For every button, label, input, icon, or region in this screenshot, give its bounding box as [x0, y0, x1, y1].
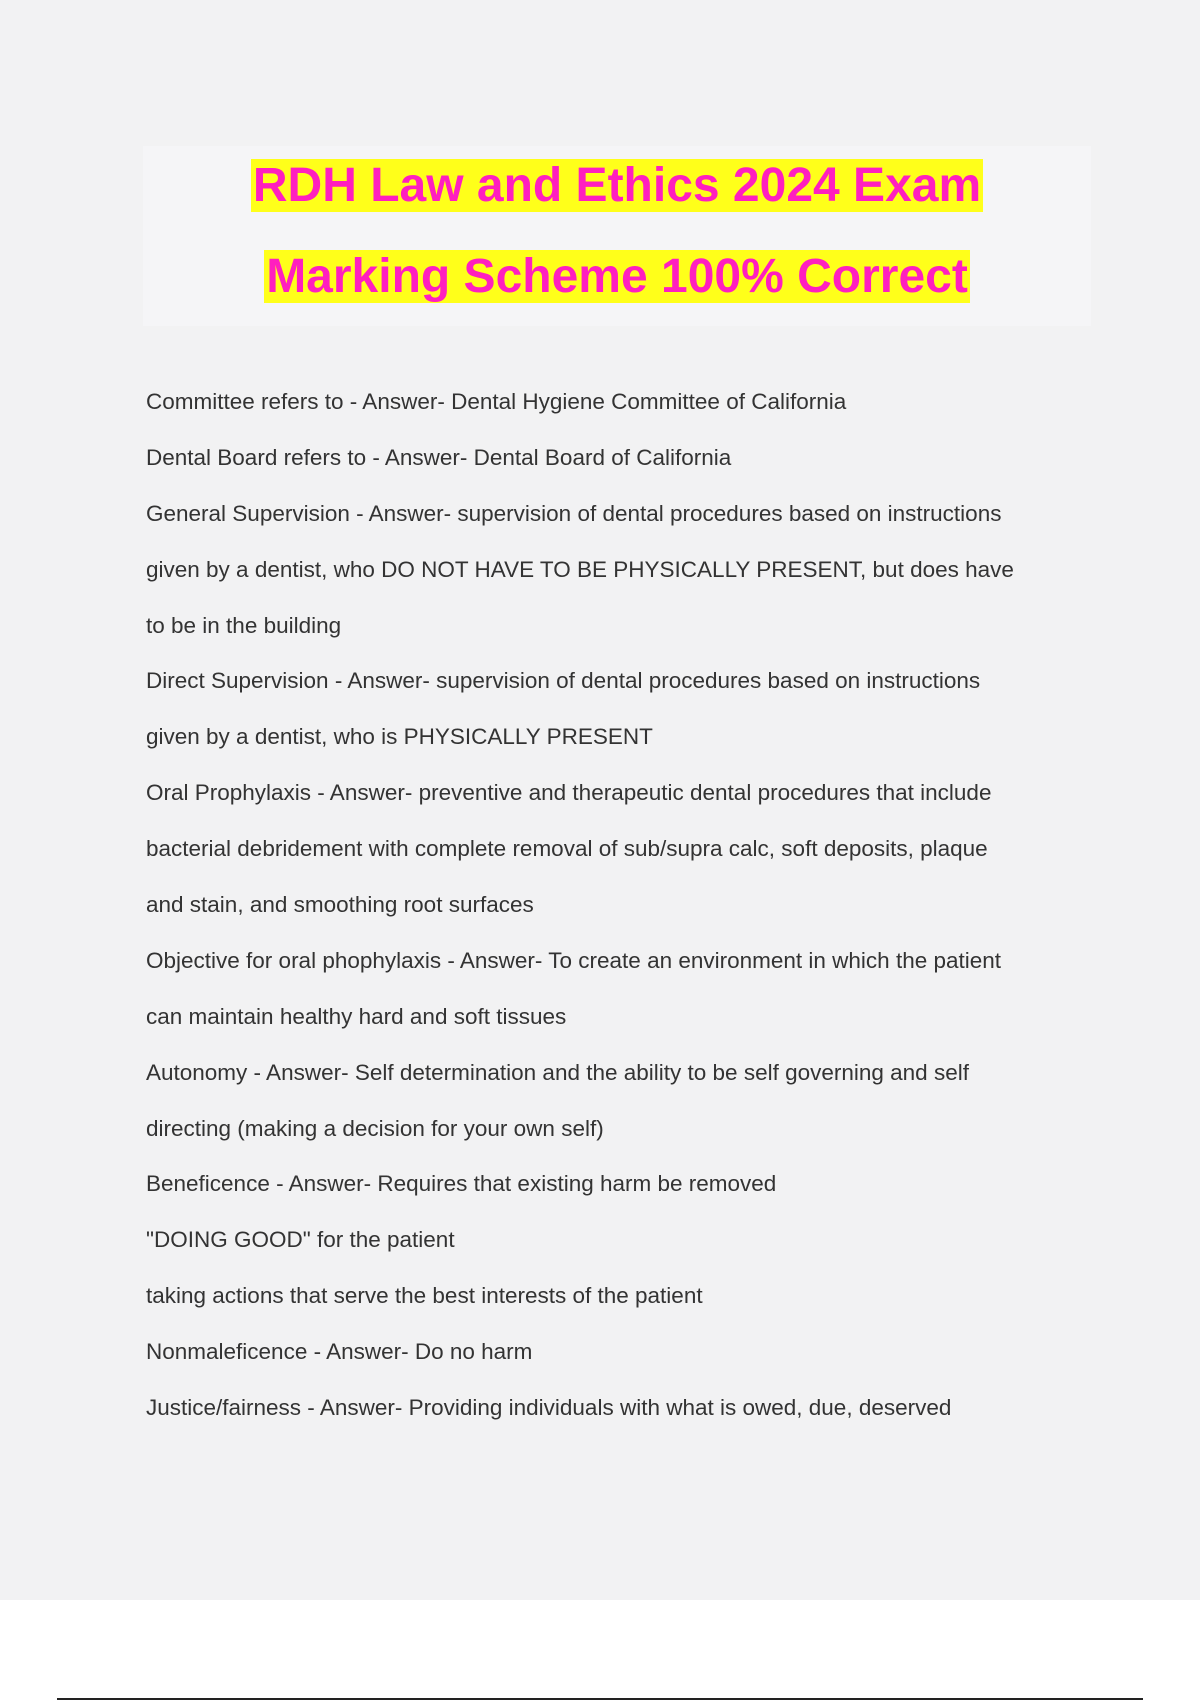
body-line: Justice/fairness - Answer- Providing individuals with what is owed, due, deserved: [146, 1395, 952, 1421]
body-line: Beneficence - Answer- Requires that existing harm be removed: [146, 1171, 777, 1197]
body-line: Direct Supervision - Answer- supervision of dental procedures based on instructions: [146, 668, 981, 694]
body-line: Objective for oral phophylaxis - Answer- To create an environment in which the patient: [146, 947, 1002, 973]
body-line: given by a dentist, who is PHYSICALLY PRESENT: [146, 724, 653, 750]
body-line: can maintain healthy hard and soft tissues: [146, 1003, 567, 1029]
body-line: Autonomy - Answer- Self determination and the ability to be self governing and self: [146, 1059, 969, 1085]
body-line: given by a dentist, who DO NOT HAVE TO BE PHYSICALLY PRESENT, but does have: [146, 556, 1014, 582]
body-line: taking actions that serve the best interests of the patient: [146, 1283, 703, 1309]
body-line: to be in the building: [146, 612, 342, 638]
document-title-line-1: [143, 158, 1091, 214]
document-title-line-2: [143, 249, 1091, 305]
body-line: and stain, and smoothing root surfaces: [146, 892, 534, 918]
title-highlight-1: RDH Law and Ethics 2024 Exam: [252, 159, 982, 212]
title-block: [143, 146, 1091, 326]
document-body: [146, 374, 1106, 1436]
title-highlight-2: Marking Scheme 100% Correct: [266, 250, 968, 303]
body-line: directing (making a decision for your own self): [146, 1115, 604, 1141]
body-line: Nonmaleficence - Answer- Do no harm: [146, 1339, 533, 1365]
body-line: "DOING GOOD" for the patient: [146, 1227, 455, 1253]
body-line: Dental Board refers to - Answer- Dental Board of California: [146, 444, 732, 470]
body-line: General Supervision - Answer- supervision of dental procedures based on instructions: [146, 500, 1002, 526]
body-line: bacterial debridement with complete removal of sub/supra calc, soft deposits, plaque: [146, 836, 988, 862]
body-line: Oral Prophylaxis - Answer- preventive and therapeutic dental procedures that include: [146, 780, 992, 806]
body-line: Committee refers to - Answer- Dental Hygiene Committee of California: [146, 389, 847, 414]
